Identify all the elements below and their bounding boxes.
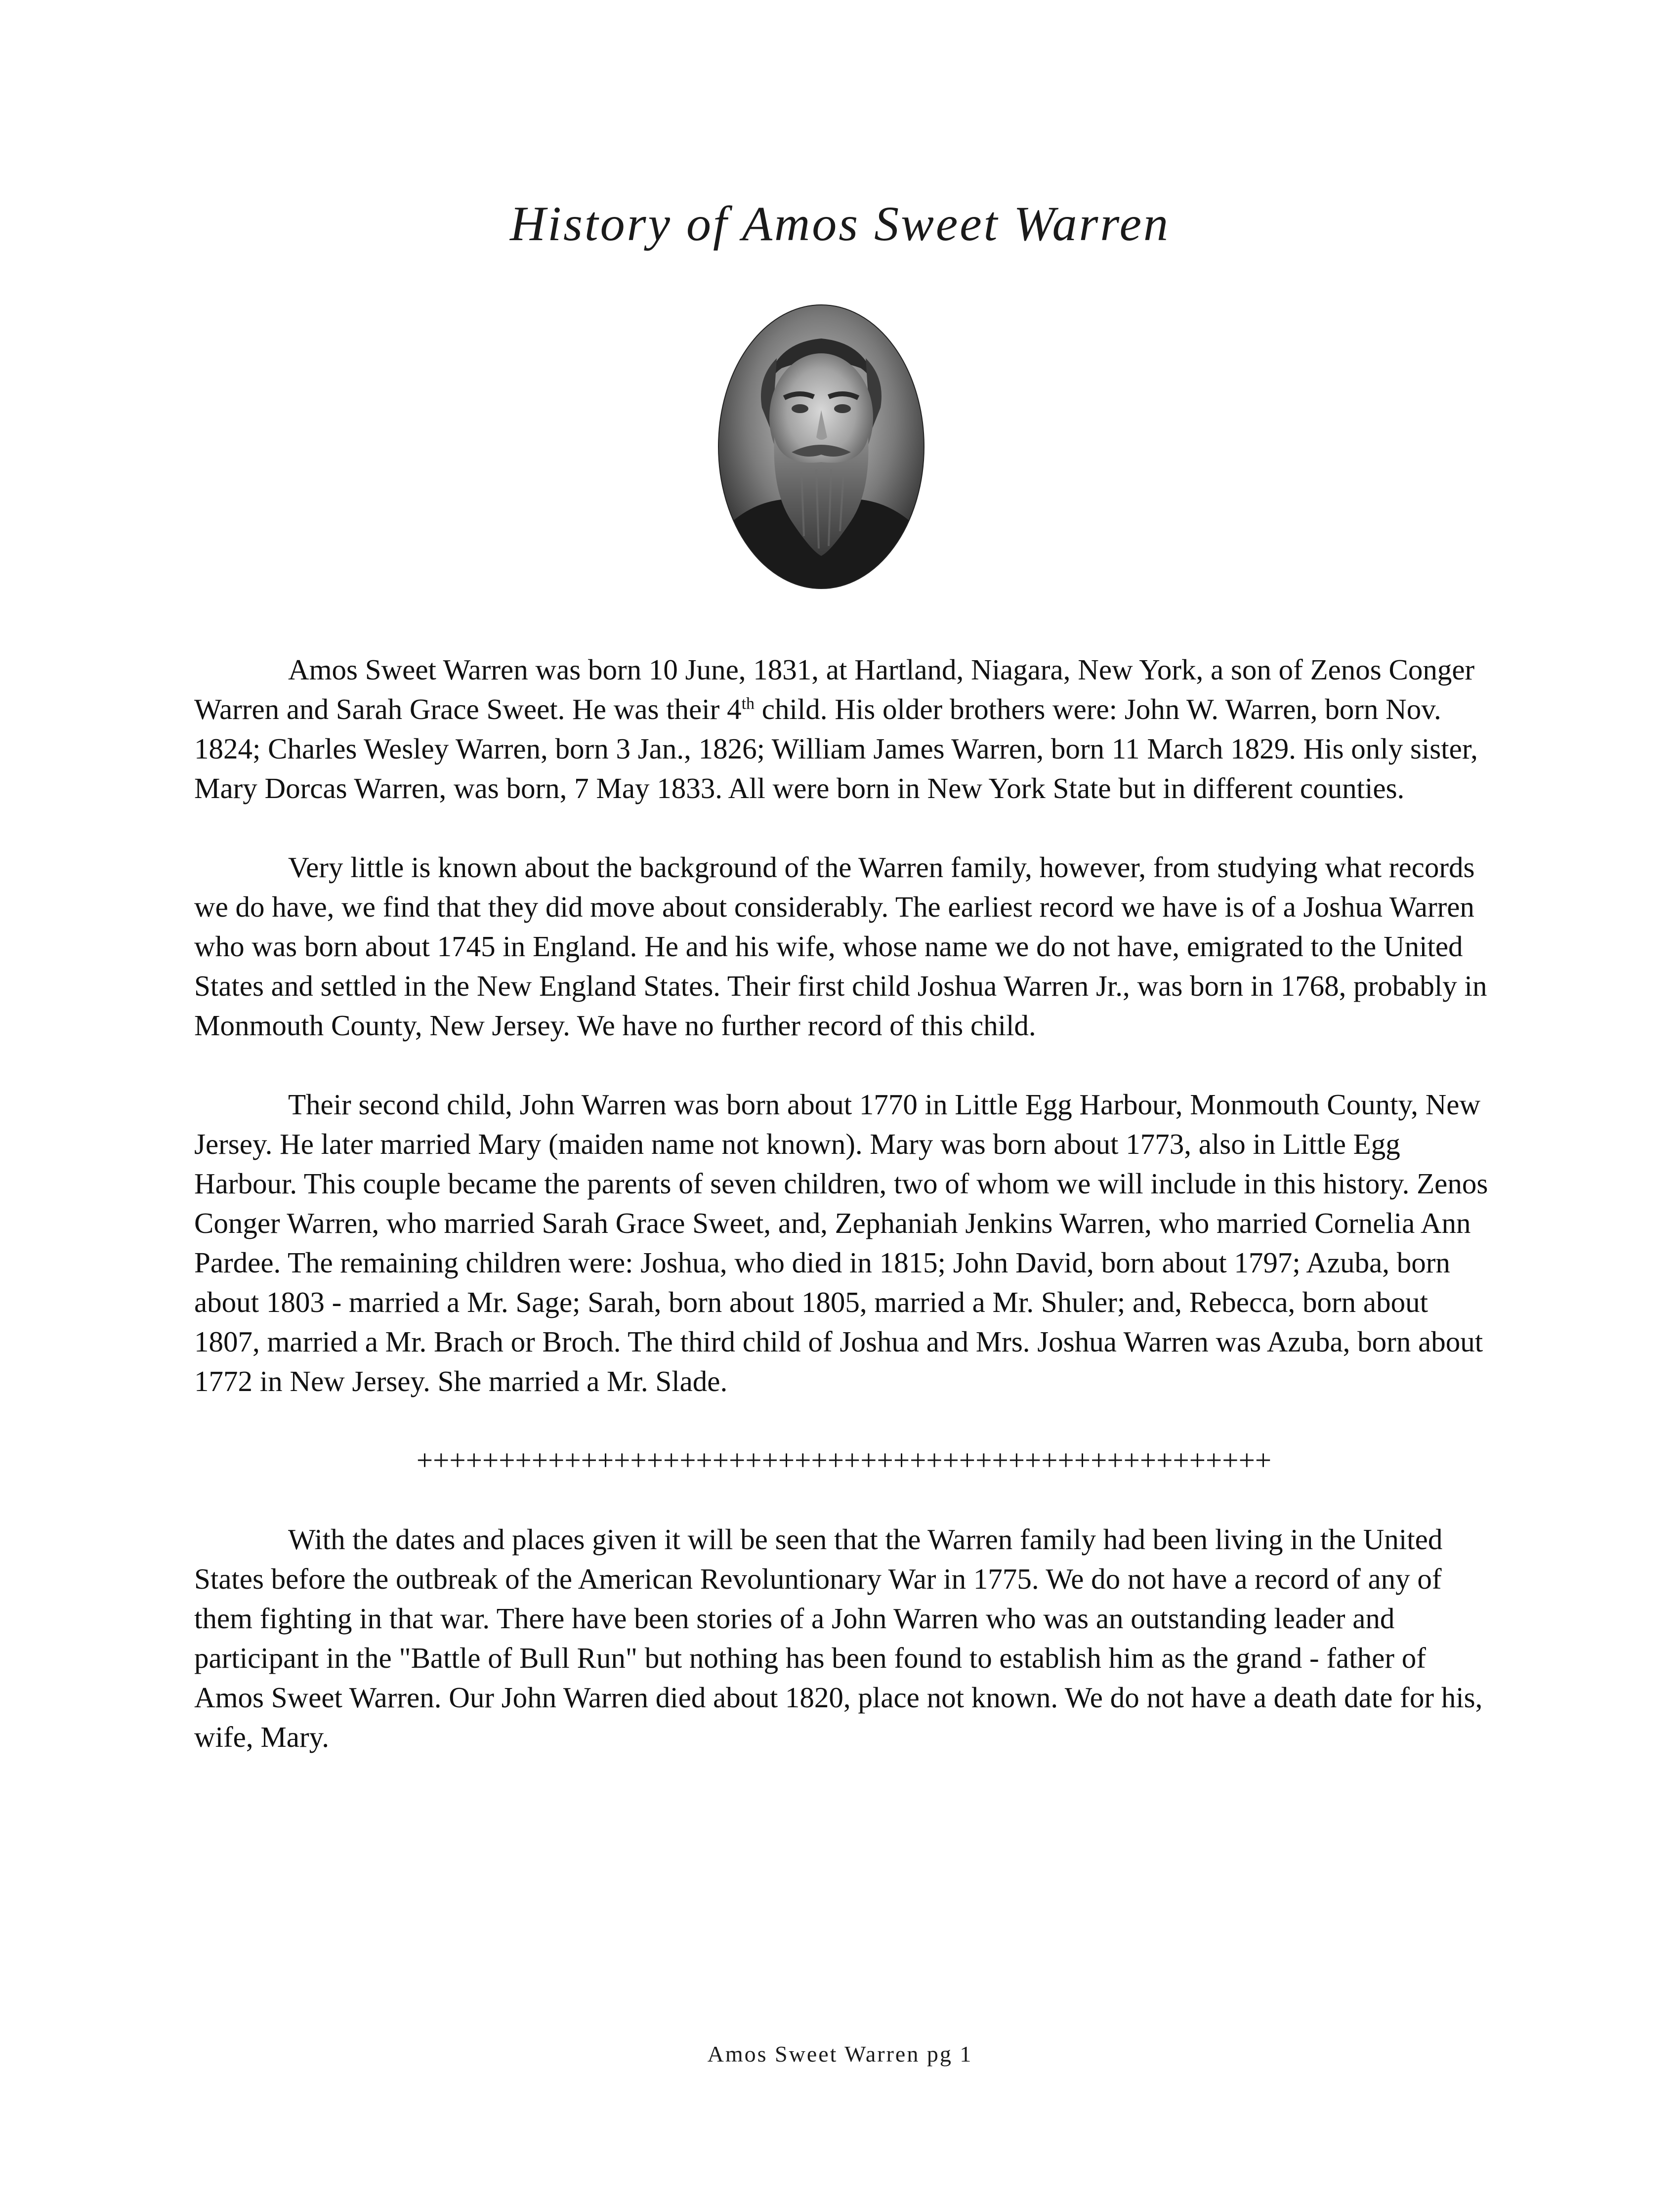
page-footer: Amos Sweet Warren pg 1 <box>707 2041 973 2067</box>
paragraph-background: Very little is known about the background of the Warren family, however, from studying what records we do have, we find that they did move about considerably. The earliest record we have is of a Joshua Warren who was born about 1745 in England. He and his wife, whose name we do not have, emigrated to the United States and settled in the New England States. Their first child Joshua Warren Jr., was born in 1768, probably in Monmouth County, New Jersey. We have no further record of this child. <box>194 851 1487 1042</box>
paragraph-birth-text-cont: child. His older brothers were: John W. Warren, born Nov. 1824; Charles Wesley Warren, born 3 Jan., 1826; William James Warren, born 11 March 1829. His only sister, Mary Dorcas Warren, was born, 7 May 1833. All were born in New York State but in different counties. <box>194 693 1478 804</box>
paragraph-birth <box>194 650 1494 808</box>
page-title: History of Amos Sweet Warren <box>509 196 1171 251</box>
paragraph-revolutionary-war: With the dates and places given it will be seen that the Warren family had been living in the United States before the outbreak of the American Revoluntionary War in 1775. We do not have a record of any of them fighting in that war. There have been stories of a John Warren who was an outstanding leader and participant in the "Battle of Bull Run" but nothing has been found to establish him as the grand - father of Amos Sweet Warren. Our John Warren died about 1820, place not known. We do not have a death date for his, wife, Mary. <box>194 1523 1483 1753</box>
paragraph-john-warren: Their second child, John Warren was born about 1770 in Little Egg Harbour, Monmouth County, New Jersey. He later married Mary (maiden name not known). Mary was born about 1773, also in Little Egg Harbour. This couple became the parents of seven children, two of whom we will include in this history. Zenos Conger Warren, who married Sarah Grace Sweet, and, Zephaniah Jenkins Warren, who married Cornelia Ann Pardee. The remaining children were: Joshua, who died in 1815; John David, born about 1797; Azuba, born about 1803 - married a Mr. Sage; Sarah, born about 1805, married a Mr. Shuler; and, Rebecca, born about 1807, married a Mr. Brach or Broch. The third child of Joshua and Mrs. Joshua Warren was Azuba, born about 1772 in New Jersey. She married a Mr. Slade. <box>194 1088 1488 1397</box>
portrait-photo <box>717 304 925 590</box>
document-body <box>194 650 1494 1796</box>
section-separator: ++++++++++++++++++++++++++++++++++++++++++++++++++++ <box>416 1444 1272 1477</box>
paragraph-birth-text: Amos Sweet Warren was born 10 June, 1831, at Hartland, Niagara, New York, a son of Zenos Conger Warren and Sarah Grace Sweet. He was their 4 <box>194 653 1475 725</box>
ordinal-suffix: th <box>741 694 755 713</box>
